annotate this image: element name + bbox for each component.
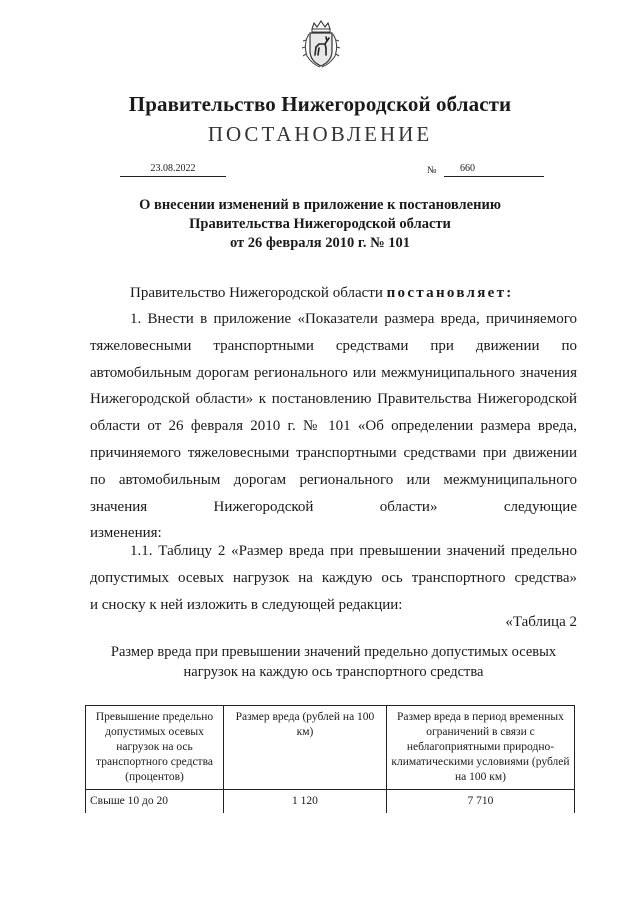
table-cell: 1 120 <box>224 790 387 814</box>
title-line: от 26 февраля 2010 г. № 101 <box>229 235 411 251</box>
document-number: 660 <box>444 161 544 177</box>
table-header-row <box>86 706 575 790</box>
header-cell-damage: Размер вреда (рублей на 100 км) <box>224 706 387 790</box>
government-name: Правительство Нижегородской области <box>128 92 512 116</box>
document-date: 23.08.2022 <box>120 161 226 177</box>
header-cell-overload: Превышение предельно допустимых осевых нагрузок на ось транспортного средства (процентов) <box>86 706 224 790</box>
table-cell: Свыше 10 до 20 <box>86 790 224 814</box>
paragraph-1 <box>90 306 577 547</box>
paragraph-1-1 <box>90 538 577 618</box>
intro-paragraph <box>90 280 577 307</box>
damage-table <box>85 705 575 813</box>
paragraph-1-end: изменения: <box>90 525 162 542</box>
table-caption: Размер вреда при превышении значений предельно допустимых осевых нагрузок на каждую ось транспортного средства <box>110 644 557 680</box>
table-row <box>86 790 575 814</box>
paragraph-1-body: тяжеловесными транспортными средствами при движении по автомобильным дорогам регионального или межмуниципального значения Нижегородской области» к постановлению Правительства Нижегородской области от 26 февраля 2010 г. № 101 «Об определении размера вреда, причиняемого тяжеловесными транспортными средствами при движении по автомобильным дорогам регионального или межмуниципального значения Нижегородской области» следующие <box>90 337 577 515</box>
header-cell-damage-restricted: Размер вреда в период временных ограничений в связи с неблагоприятными природно-климатическими условиями (рублей на 100 км) <box>386 706 574 790</box>
table-cell: 7 710 <box>386 790 574 814</box>
title-line: Правительства Нижегородской области <box>189 216 451 232</box>
intro-text: Правительство Нижегородской области <box>130 285 387 301</box>
document-title <box>0 196 640 253</box>
paragraph-1-line: 1. Внести в приложение «Показатели размера вреда, причиняемого <box>130 311 577 327</box>
paragraph-1-1-line: и сноску к ней изложить в следующей редакции: <box>90 596 403 613</box>
number-sign: № <box>427 165 437 176</box>
coat-of-arms-emblem <box>300 20 342 68</box>
intro-decree-word: постановляет: <box>386 285 514 301</box>
paragraph-1-1-line: допустимых осевых нагрузок на каждую ось транспортного средства» <box>90 569 577 586</box>
table-label: «Таблица 2 <box>505 614 577 630</box>
title-line: О внесении изменений в приложение к постановлению <box>139 197 501 213</box>
paragraph-1-1-line: 1.1. Таблицу 2 «Размер вреда при превышении значений предельно <box>130 543 577 559</box>
document-type: ПОСТАНОВЛЕНИЕ <box>207 122 433 146</box>
